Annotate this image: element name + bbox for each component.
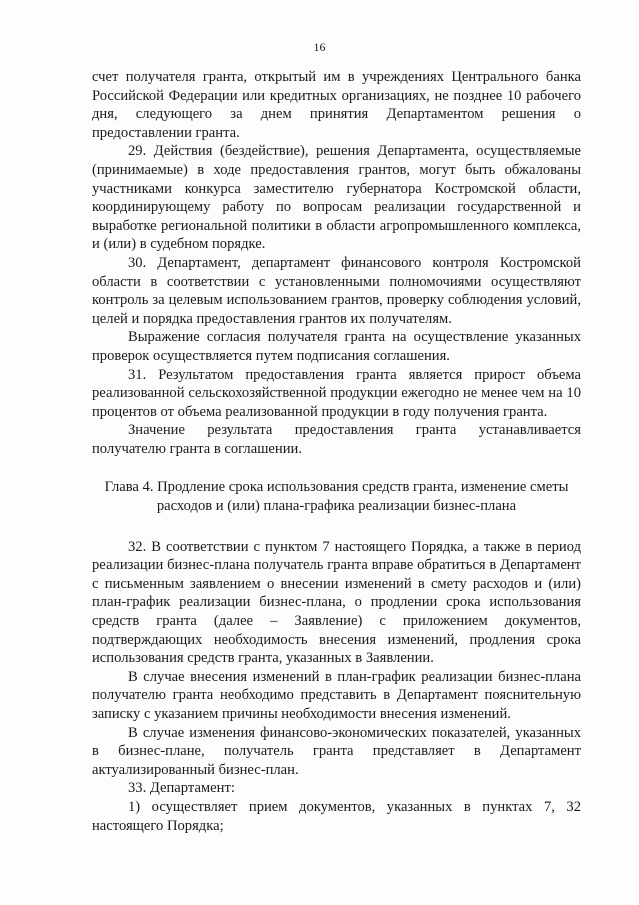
paragraph-33-item-1: 1) осуществляет прием документов, указанных в пунктах 7, 32 настоящего Порядка; (92, 798, 581, 834)
page-number: 16 (313, 40, 326, 54)
paragraph-29: 29. Действия (бездействие), решения Департамента, осуществляемые (принимаемые) в ходе предоставления грантов, могут быть обжалованы участниками конкурса заместителю губернатора Костромской области, координирующему работу по вопросам реализации государственной и выработке региональной политики в области агропромышленного комплекса, и (или) в судебном порядке. (92, 143, 581, 253)
paragraph-32-indicator-changes: В случае изменения финансово-экономических показателей, указанных в бизнес-плане, получатель гранта представляет в Департамент актуализированный бизнес-план. (92, 724, 581, 778)
paragraph-28-continuation: счет получателя гранта, открытый им в учреждениях Центрального банка Российской Федерации или кредитных организациях, не позднее 10 рабочего дня, следующего за днем принятия Департаментом решения о предоставлении гранта. (92, 69, 581, 141)
paragraph-33: 33. Департамент: (128, 780, 235, 797)
document-body (92, 68, 581, 835)
paragraph-32: 32. В соответствии с пунктом 7 настоящего Порядка, а также в период реализации бизнес-плана получатель гранта вправе обратиться в Департамент с письменным заявлением о внесении изменений в смету расходов и (или) план-график реализации бизнес-плана, о продлении срока использования средств гранта (далее – Заявление) с приложением документов, подтверждающих необходимость внесения изменений, продления срока использования средств гранта, указанных в Заявлении. (92, 538, 581, 667)
paragraph-31-result-value: Значение результата предоставления гранта устанавливается получателю гранта в соглашении. (92, 422, 581, 457)
paragraph-30: 30. Департамент, департамент финансового контроля Костромской области в соответствии с установленными полномочиями осуществляют контроль за целевым использованием грантов, проверку соблюдения условий, целей и порядка предоставления грантов их получателям. (92, 254, 581, 327)
paragraph-31: 31. Результатом предоставления гранта является прирост объема реализованной сельскохозяйственной продукции ежегодно не менее чем на 10 процентов от объема реализованной продукции в году получения гранта. (92, 366, 581, 420)
paragraph-32-schedule-changes: В случае внесения изменений в план-график реализации бизнес-плана получателю гранта необходимо представить в Департамент пояснительную записку с указанием причины необходимости внесения изменений. (92, 668, 581, 722)
chapter-4-heading: Глава 4. Продление срока использования средств гранта, изменение сметы расходов и (или) плана-графика реализации бизнес-плана (104, 479, 569, 515)
paragraph-30-consent: Выражение согласия получателя гранта на осуществление указанных проверок осуществляется путем подписания соглашения. (92, 329, 581, 364)
